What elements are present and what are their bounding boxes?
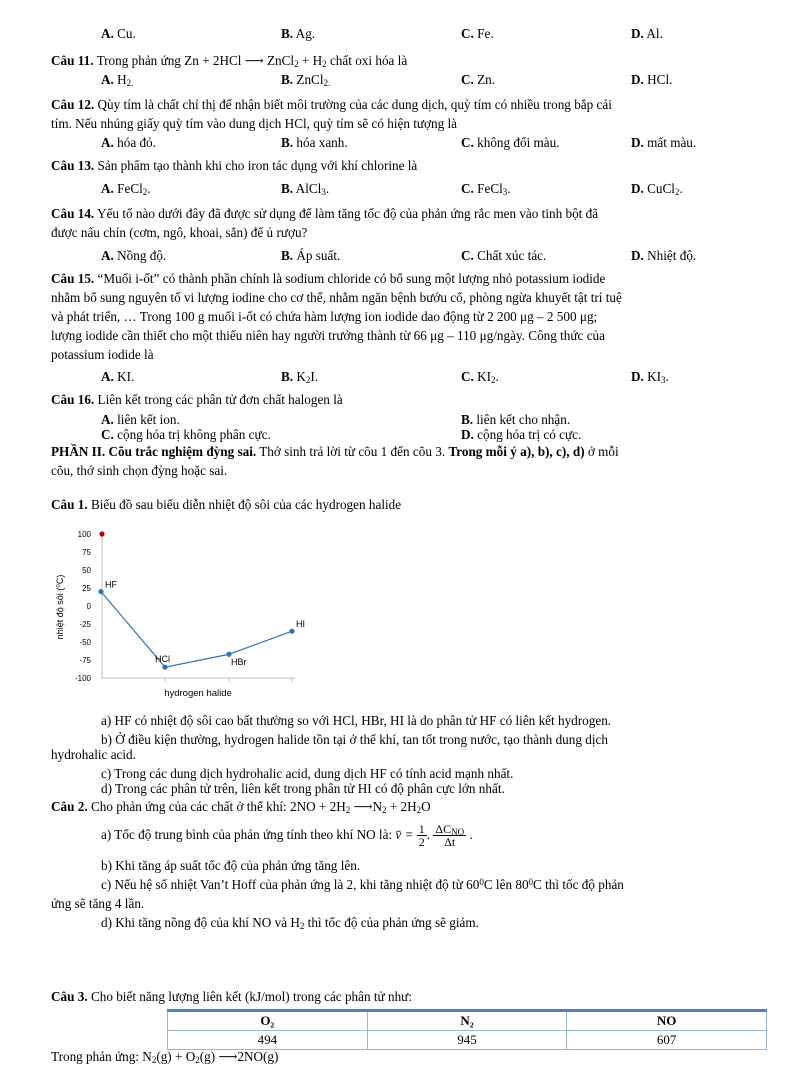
chart-y-ticks [75, 530, 92, 683]
p2q1-statement-b[interactable]: b) Ở điều kiện thường, hydrogen halide tồn tại ở thể khí, tan tốt trong nước, tạo thành dung dịch [101, 732, 608, 747]
y-tick-label: -50 [79, 638, 91, 647]
p2q1-stem: Câu 1. Biểu đồ sau biểu diễn nhiệt độ sôi của các hydrogen halide [51, 497, 402, 512]
option-d[interactable]: D. $KI_3$. [631, 369, 669, 385]
option-b[interactable]: B. AlCl$_3$. [281, 181, 330, 197]
p2q2-statement-a[interactable]: a) Tốc độ trung bình của phản ứng tính theo khí NO là: v̄ = $\frac{1}{2}$ . $\frac{\Delta C_{NO}}{\Delta t}$ . [101, 822, 473, 850]
y-tick-label: 25 [82, 584, 91, 593]
part2-header-line2: cõu, thớ sinh chọn đỳng hoặc sai. [51, 463, 228, 478]
q15-stem-line4: lượng iodide cần thiết cho một thiếu niên hay người trưởng thành từ 66 μg – 110 μg/ngày. Công thức của [51, 328, 606, 343]
q11-stem: Câu 11. Trong phản ứng Zn + 2HCl ⟶ ZnCl$_2$ + $H_2$ chất oxi hóa là [51, 53, 408, 69]
y-tick-label: 100 [77, 530, 91, 539]
option-a[interactable]: A. FeCl$_2$. [101, 181, 151, 197]
option-b[interactable]: B. ZnCl$_{2.}$ [281, 72, 331, 88]
option-c[interactable]: C. Chất xúc tác. [461, 248, 547, 263]
x-axis-label: hydrogen halide [164, 688, 232, 699]
option-b[interactable]: B. Áp suất. [281, 248, 341, 263]
option-a[interactable]: A. KI. [101, 369, 135, 384]
p2q2-statement-c-cont: ứng sẽ tăng 4 lần. [51, 896, 145, 911]
fraction-half: $\frac{1}{2}$ [418, 822, 425, 850]
series-line [101, 592, 292, 668]
chart-axes [102, 534, 295, 682]
q15-stem-line1: Câu 15. “Muối i-ốt” có thành phần chính là sodium chloride có bổ sung một lượng nhỏ potassium iodide [51, 271, 606, 286]
point-label: HBr [231, 657, 247, 668]
q15-stem-line5: potassium iodide là [51, 347, 154, 362]
option-b[interactable]: B. $K_2I$. [281, 369, 319, 385]
p2q2-statement-c[interactable]: c) Nếu hệ số nhiệt Van’t Hoff của phản ứng là 2, khi tăng nhiệt độ từ $60^0C$ lên $80^0C$ thì tốc độ phản [101, 877, 624, 892]
p2q3-stem: Câu 3. Cho biết năng lượng liên kết (kJ/mol) trong các phân tử như: [51, 989, 412, 1004]
q14-stem-line2: được nấu chín (cơm, ngô, khoai, sắn) để ủ rượu? [51, 225, 308, 240]
y-tick-label: 0 [86, 602, 91, 611]
option-b[interactable]: B. Ag. [281, 26, 316, 41]
q10-options [0, 25, 795, 42]
option-d[interactable]: D. Nhiệt độ. [631, 248, 697, 263]
table-header-row [168, 1011, 767, 1031]
q15-options [0, 368, 795, 385]
point-label: HCl [155, 654, 170, 665]
q13-stem: Câu 13. Sản phẩm tạo thành khi cho iron tác dụng với khí chlorine là [51, 158, 418, 173]
p2q2-stem: Câu 2. Cho phản ứng của các chất ở thể khí: $2NO + 2H_2$ $⟶N_2 + 2H_2O$ [51, 799, 431, 815]
option-a[interactable]: A. Nồng độ. [101, 248, 167, 263]
y-axis-label: nhiệt độ sôi (⁰C) [55, 574, 65, 640]
option-a[interactable]: A. $H_{2.}$ [101, 72, 134, 88]
table-header: NO [567, 1011, 767, 1031]
arrow-icon: ⟶ [244, 53, 264, 68]
option-c[interactable]: C. Zn. [461, 72, 496, 87]
axis-end-marker [99, 531, 104, 536]
fraction-delta: $\frac{\Delta C_{NO}}{\Delta t}$ [435, 822, 465, 850]
p2q1-statement-c[interactable]: c) Trong các dung dịch hydrohalic acid, dung dịch HF có tính acid mạnh nhất. [101, 766, 514, 781]
q15-stem-line3: và phát triển, … Trong 100 g muối i-ốt có chứa hàm lượng ion iodide dao động từ 2 200 μg – 2 500 μg; [51, 309, 598, 324]
option-c[interactable]: C. FeCl$_3$. [461, 181, 511, 197]
boiling-point-chart [55, 528, 305, 703]
option-a[interactable]: A. hóa đỏ. [101, 135, 156, 150]
y-tick-label: 75 [82, 548, 91, 557]
q14-options [0, 247, 795, 264]
q12-options [0, 134, 795, 151]
q12-stem-line2: tím. Nếu nhúng giấy quỳ tím vào dung dịch HCl, quỳ tím sẽ có hiện tượng là [51, 116, 458, 131]
data-point [289, 629, 294, 634]
option-c[interactable]: C. Fe. [461, 26, 494, 41]
p2q1-statement-a[interactable]: a) HF có nhiệt độ sôi cao bất thường so với HCl, HBr, HI là do phân tử HF có liên kết hydrogen. [101, 713, 612, 728]
table-cell: 494 [168, 1031, 368, 1050]
q13-options [0, 180, 795, 197]
q16-stem: Câu 16. Liên kết trong các phân tử đơn chất halogen là [51, 392, 343, 407]
q16-options-row2 [0, 426, 795, 443]
table-cell: 945 [367, 1031, 567, 1050]
p2q2-statement-d[interactable]: d) Khi tăng nồng độ của khí NO và $H_2$ thì tốc độ của phản ứng sẽ giảm. [101, 915, 479, 931]
data-point [98, 589, 103, 594]
option-d[interactable]: D. CuCl$_2$. [631, 181, 683, 197]
arrow-icon: ⟶ [218, 1049, 238, 1064]
data-point [162, 665, 167, 670]
option-a[interactable]: A. Cu. [101, 26, 136, 41]
table-cell: 607 [567, 1031, 767, 1050]
p2q2-statement-b[interactable]: b) Khi tăng áp suất tốc độ của phản ứng tăng lên. [101, 858, 361, 873]
q11-options [0, 71, 795, 88]
y-tick-label: -25 [79, 620, 91, 629]
option-a[interactable]: A. liên kết ion. [101, 412, 180, 427]
option-d[interactable]: D. mất màu. [631, 135, 697, 150]
table-header: N₂ [367, 1011, 567, 1031]
option-c[interactable]: C. $KI_2$. [461, 369, 499, 385]
y-tick-label: 50 [82, 566, 91, 575]
option-c[interactable]: C. cộng hóa trị không phân cực. [101, 427, 271, 442]
arrow-icon: ⟶ [353, 799, 373, 814]
p2q3-reaction: Trong phản ứng: $N_2(g) + O_2(g)$ ⟶2NO(g) [51, 1049, 279, 1065]
y-tick-label: -75 [79, 656, 91, 665]
table-header: O₂ [168, 1011, 368, 1031]
p2q1-statement-b-cont: hydrohalic acid. [51, 747, 136, 762]
table-row [168, 1031, 767, 1050]
p2q1-statement-d[interactable]: d) Trong các phân tử trên, liên kết trong phân tử HI có độ phân cực lớn nhất. [101, 781, 505, 796]
option-b[interactable]: B. liên kết cho nhận. [461, 412, 571, 427]
series-points [98, 531, 305, 669]
point-label: HI [296, 619, 305, 630]
option-b[interactable]: B. hóa xanh. [281, 135, 348, 150]
option-d[interactable]: D. HCl. [631, 72, 673, 87]
q12-stem-line1: Câu 12. Qùy tím là chất chỉ thị để nhận biết môi trường của các dung dịch, quỳ tím có nhiều trong bắp cải [51, 97, 612, 112]
option-d[interactable]: D. cộng hóa trị có cực. [461, 427, 582, 442]
part2-header: PHẦN II. Cõu trắc nghiệm đỳng sai. Thớ sinh trả lời từ cõu 1 đến cõu 3. Trong mỗi ý a), b), c), d) ở mỗi [51, 444, 619, 459]
q15-stem-line2: nhằm bổ sung nguyên tố vi lượng iodine cho cơ thể, nhằm ngăn bệnh bướu cổ, phòng ngừa khuyết tật trí tuệ [51, 290, 622, 305]
data-point [226, 652, 231, 657]
q14-stem-line1: Câu 14. Yếu tố nào dưới đây đã được sử dụng để làm tăng tốc độ của phản ứng rắc men vào tinh bột đã [51, 206, 599, 221]
point-label: HF [105, 579, 117, 590]
option-d[interactable]: D. Al. [631, 26, 663, 41]
bond-energy-table [167, 1009, 767, 1050]
option-c[interactable]: C. không đổi màu. [461, 135, 560, 150]
y-tick-label: -100 [74, 674, 91, 683]
